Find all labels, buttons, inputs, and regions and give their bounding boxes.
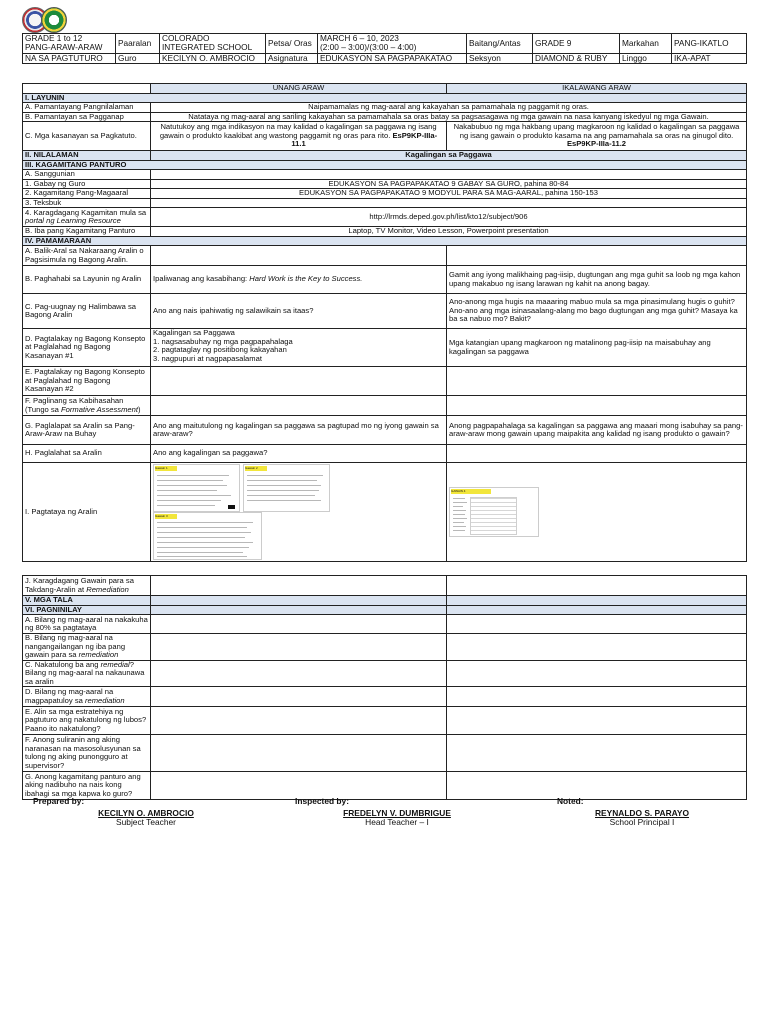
suliranin-day2: [447, 735, 747, 772]
nakatulong-italic: remedial: [100, 660, 130, 669]
gawain-2-title: Gawain 2: [245, 466, 267, 471]
section-value: DIAMOND & RUBY: [533, 53, 620, 63]
paglinang-label-text: F. Paglinang sa Kabihasahan (Tungo sa: [25, 396, 124, 414]
header-type: PANG-ARAW-ARAW: [23, 43, 116, 53]
week-value: IKA-APAT: [672, 53, 747, 63]
row-label-nakatulong-remedial: [23, 660, 151, 687]
nakakuha-80-day1: [151, 615, 447, 634]
pagtalakay-line-1: 1. nagsasabuhay ng mga pagpapahalaga: [153, 336, 293, 346]
paglinang-label-close: ): [137, 404, 141, 414]
quarter-value: PANG-IKATLO: [672, 34, 747, 54]
gawain-1-title: Gawain 1: [155, 466, 177, 471]
row-label-kasanayan: C. Mga kasanayan sa Pagkatuto.: [23, 122, 151, 151]
row-label-pagtalakay-1: D. Pagtalakay ng Bagong Konsepto at Paglalahad ng Bagong Kasanayan #1: [23, 329, 151, 367]
row-label-pamantayan-sa-pagganap: B. Pamantayan sa Pagganap: [23, 112, 151, 122]
row-label-teksbuk: 3. Teksbuk: [23, 198, 151, 208]
gawain-2-thumbnail: [243, 464, 330, 512]
nakatulong-remedial-day2: [447, 660, 747, 687]
row-label-kagamitang-pang-magaaral: 2. Kagamitang Pang-Magaaral: [23, 189, 151, 199]
suliranin-day1: [151, 735, 447, 772]
reflection-table: [22, 575, 747, 800]
lrmds-link[interactable]: http://lrmds.deped.gov.ph/list/kto12/subject/906: [151, 208, 747, 227]
baitang-label: Baitang/Antas: [467, 34, 533, 54]
paghahabi-day2: Gamit ang iyong malikhaing pag-iisip, dugtungan ang mga guhit sa loob ng mga kahon upang makabuo ng isang larawan ng kahit na anong bagay.: [447, 266, 747, 294]
gawain-4-thumbnail: [449, 487, 539, 537]
school-name: COLORADO INTEGRATED SCHOOL: [160, 34, 266, 54]
row-label-pagtalakay-2: E. Pagtalakay ng Bagong Konsepto at Paglalahad ng Bagong Kasanayan #2: [23, 367, 151, 396]
pagtalakay-line-0: Kagalingan sa Paggawa: [153, 328, 235, 337]
noted-by-signatory: [582, 809, 702, 828]
noted-by-title: School Principal I: [609, 817, 675, 828]
col-head-day2: IKALAWANG ARAW: [447, 84, 747, 94]
prepared-by-label: Prepared by:: [33, 796, 85, 806]
gabay-ng-guro-value: EDUKASYON SA PAGPAPAKATAO 9 GABAY SA GURO, pahina 80-84: [151, 179, 747, 189]
paglinang-day1: [151, 396, 447, 416]
linggo-label: Linggo: [620, 53, 672, 63]
paglinang-label-italic: Formative Assessment: [61, 404, 138, 414]
estratehiya-day1: [151, 707, 447, 735]
paglalahat-day1: Ano ang kagalingan sa paggawa?: [151, 445, 447, 463]
karagdagang-gawain-italic: Remediation: [86, 584, 129, 594]
iba-pang-kagamitan-value: Laptop, TV Monitor, Video Lesson, Powerpoint presentation: [151, 227, 747, 237]
row-label-pagtataya: I. Pagtataya ng Aralin: [23, 463, 151, 562]
inspected-by-label: Inspected by:: [295, 796, 349, 806]
section-layunin: I. LAYUNIN: [23, 93, 747, 103]
nakakuha-80-day2: [447, 615, 747, 634]
dll-header-table: [22, 33, 747, 64]
mga-tala-day1: [151, 596, 447, 606]
teacher-name: KECILYN O. AMBROCIO: [160, 53, 266, 63]
kasanayan-day2-text: Nakabubuo ng mga hakbang upang magkaroon ng kalidad o kagalingan sa paggawa ng isang gawain o produkto kasama na ang pamamahala sa oras na ginugol dito.: [453, 122, 740, 140]
noted-label: Noted:: [557, 796, 584, 806]
section-pamamaraan: IV. PAMAMARAAN: [23, 236, 747, 246]
date-time: [318, 34, 467, 54]
pagtalakay-line-3: 3. nagpupuri at nagpapasalamat: [153, 353, 262, 363]
header-type-2: NA SA PAGTUTURO: [23, 53, 116, 63]
balik-aral-day2: [447, 246, 747, 266]
balik-aral-day1: [151, 246, 447, 266]
pagtalakay-1-day2: Mga katangian upang magkaroon ng matalinong pag-iisip na maisabuhay ang kagalingan sa paggawa: [447, 329, 747, 367]
row-label-paghahabi: B. Paghahabi sa Layunin ng Aralin: [23, 266, 151, 294]
gawain-3-thumbnail: [153, 512, 262, 560]
kasanayan-day2: [447, 122, 747, 151]
blank-corner: [23, 84, 151, 94]
row-label-pag-uugnay: C. Pag-uugnay ng Halimbawa sa Bagong Aralin: [23, 294, 151, 329]
time-value: (2:00 – 3:00)/(3:00 – 4:00): [320, 42, 417, 53]
paglalapat-day1: Ano ang maitutulong ng kagalingan sa paggawa sa pagtupad mo ng iyong gawain sa araw-araw?: [151, 416, 447, 445]
paglalahat-day2: [447, 445, 747, 463]
gawain-3-title: Gawain 3: [155, 514, 177, 519]
paghahabi-day1-text: Ipaliwanag ang kasabihang:: [153, 274, 250, 284]
competency-code-day2: EsP9KP-IIIa-11.2: [566, 139, 627, 149]
paglalapat-day2: Anong pagpapahalaga sa kagalingan sa paggawa ang maaari mong isabuhay sa pang-araw-araw mong gawain upang maipakita ang kalidad ng isang produkto o gawain?: [447, 416, 747, 445]
pagtataya-day1: [151, 463, 447, 562]
row-label-karagdagang-kagamitan: [23, 208, 151, 227]
inspected-by-title: Head Teacher – I: [365, 817, 429, 828]
seksyon-label: Seksyon: [467, 53, 533, 63]
paghahabi-day1-saying: Hard Work is the Key to Success.: [249, 274, 363, 284]
row-label-kagamitang-nadibuho: G. Anong kagamitang panturo ang aking nadibuho na nais kong ibahagi sa mga kapwa ko guro?: [23, 772, 151, 800]
section-kagamitang-panturo: III. KAGAMITANG PANTURO: [23, 160, 747, 170]
row-label-paglalahat: H. Paglalahat sa Aralin: [23, 445, 151, 463]
nilalaman-value: Kagalingan sa Paggawa: [151, 151, 747, 161]
nakatulong-text-b: ? Bilang ng mag-aaral na nakaunawa sa aralin: [25, 660, 145, 686]
nangangailangan-italic: remediation: [78, 650, 119, 659]
pamantayan-sa-pagganap-value: Natataya ng mag-aaral ang sariling kakayahan sa pamamahala sa oras batay sa pagsasagawa ng mga gawain na nasa kanyang iskedyul ng mga Gawain.: [151, 112, 747, 122]
karagdagang-gawain-day1: [151, 576, 447, 596]
teksbuk-value: [151, 198, 747, 208]
estratehiya-day2: [447, 707, 747, 735]
karagdagang-kagamitan-label-italic: portal ng Learning Resource: [25, 216, 121, 225]
karagdagang-gawain-day2: [447, 576, 747, 596]
row-label-sanggunian: A. Sanggunian: [23, 170, 151, 180]
pagtalakay-1-day1: [151, 329, 447, 367]
section-mga-tala: V. MGA TALA: [23, 596, 151, 606]
pagtalakay-2-day1: [151, 367, 447, 396]
row-label-suliranin: F. Anong suliranin ang aking naranasan na masosolusyunan sa tulong ng aking punongguro at supervisor?: [23, 735, 151, 772]
sanggunian-value: [151, 170, 747, 180]
row-label-iba-pang-kagamitan: B. Iba pang Kagamitang Panturo: [23, 227, 151, 237]
magpapatuloy-italic: remediation: [84, 695, 125, 705]
pagninilay-day2: [447, 605, 747, 615]
inspected-by-name: FREDELYN V. DUMBRIGUE: [343, 808, 451, 818]
row-label-magpapatuloy: [23, 687, 151, 707]
row-label-nangangailangan: [23, 634, 151, 661]
kagamitang-pang-magaaral-value: EDUKASYON SA PAGPAPAKATAO 9 MODYUL PARA SA MAG-AARAL, pahina 150-153: [151, 189, 747, 199]
magpapatuloy-day2: [447, 687, 747, 707]
section-nilalaman: II. NILALAMAN: [23, 151, 151, 161]
pagninilay-day1: [151, 605, 447, 615]
gawain-1-thumbnail: [153, 464, 240, 512]
header-grade-range: GRADE 1 to 12: [23, 34, 116, 44]
nakatulong-text-a: C. Nakatulong ba ang: [25, 660, 101, 669]
date-value: MARCH 6 – 10, 2023: [320, 33, 399, 43]
gawain-4-title: GAWAIN 4: [451, 489, 491, 494]
asignatura-label: Asignatura: [266, 53, 318, 63]
karagdagang-kagamitan-label-text: 4. Karagdagang Kagamitan mula sa: [25, 207, 147, 217]
nakatulong-remedial-day1: [151, 660, 447, 687]
pag-uugnay-day2: Ano-anong mga hugis na maaaring mabuo mula sa mga pinasimulang hugis o guhit? Ano-ano ang mga isinasaalang-alang mo bago dugtungan ang mga guhit? Masaya ka ba sa nabuo mo? Bakit?: [447, 294, 747, 329]
subject-value: EDUKASYON SA PAGPAPAKATAO: [318, 53, 467, 63]
row-label-estratehiya: E. Alin sa mga estratehiya ng pagtuturo ang nakatulong ng lubos? Paano ito nakatulong?: [23, 707, 151, 735]
magpapatuloy-text: D. Bilang ng mag-aaral na magpapatuloy sa: [25, 687, 114, 705]
deped-logo-icon: [41, 7, 67, 33]
pagtalakay-line-2: 2. pagtataglay ng positibong kakayahan: [153, 345, 287, 354]
mga-tala-day2: [447, 596, 747, 606]
row-label-nakakuha-80: A. Bilang ng mag-aaral na nakakuha ng 80% sa pagtataya: [23, 615, 151, 634]
nangangailangan-text: B. Bilang ng mag-aaral na nangangailangan ng iba pang gawain para sa: [25, 633, 126, 659]
prepared-by-name: KECILYN O. AMBROCIO: [98, 808, 194, 818]
row-label-karagdagang-gawain: [23, 576, 151, 596]
prepared-by-title: Subject Teacher: [116, 817, 176, 828]
markahan-label: Markahan: [620, 34, 672, 54]
pamantayang-pangnilalaman-value: Naipamamalas ng mag-aaral ang kakayahan sa pamamahala ng paggamit ng oras.: [151, 103, 747, 113]
row-label-paglalapat: G. Paglalapat sa Aralin sa Pang-Araw-Araw na Buhay: [23, 416, 151, 445]
row-label-paglinang: [23, 396, 151, 416]
prepared-by-signatory: [82, 809, 210, 828]
petsa-label: Petsa/ Oras: [266, 34, 318, 54]
kasanayan-day1-text: Natutukoy ang mga indikasyon na may kalidad o kagalingan sa paggawa ng isang gawain o produkto kaakibat ang wastong paggamit ng oras para rito.: [159, 122, 437, 140]
row-label-gabay-ng-guro: 1. Gabay ng Guro: [23, 179, 151, 189]
guro-label: Guro: [116, 53, 160, 63]
karagdagang-gawain-text: J. Karagdagang Gawain para sa Takdang-Aralin at: [25, 576, 134, 594]
nangangailangan-day1: [151, 634, 447, 661]
grade-value: GRADE 9: [533, 34, 620, 54]
inspected-by-signatory: [332, 809, 462, 828]
signature-block: [22, 797, 746, 837]
pagtalakay-2-day2: [447, 367, 747, 396]
pagtataya-day2: [447, 463, 747, 562]
pag-uugnay-day1: Ano ang nais ipahiwatig ng salawikain sa itaas?: [151, 294, 447, 329]
paaralan-label: Paaralan: [116, 34, 160, 54]
competency-code-day1: EsP9KP-IIIa-11.1: [291, 130, 438, 149]
lesson-plan-table: [22, 83, 747, 562]
paglinang-day2: [447, 396, 747, 416]
row-label-balik-aral: A. Balik-Aral sa Nakaraang Aralin o Pagsisimula ng Bagong Aralin.: [23, 246, 151, 266]
nangangailangan-day2: [447, 634, 747, 661]
col-head-day1: UNANG ARAW: [151, 84, 447, 94]
kagamitang-nadibuho-day2: [447, 772, 747, 800]
noted-by-name: REYNALDO S. PARAYO: [595, 808, 689, 818]
paghahabi-day1: [151, 266, 447, 294]
kasanayan-day1: [151, 122, 447, 151]
magpapatuloy-day1: [151, 687, 447, 707]
row-label-pamantayang-pangnilalaman: A. Pamantayang Pangnilalaman: [23, 103, 151, 113]
section-pagninilay: VI. PAGNINILAY: [23, 605, 151, 615]
